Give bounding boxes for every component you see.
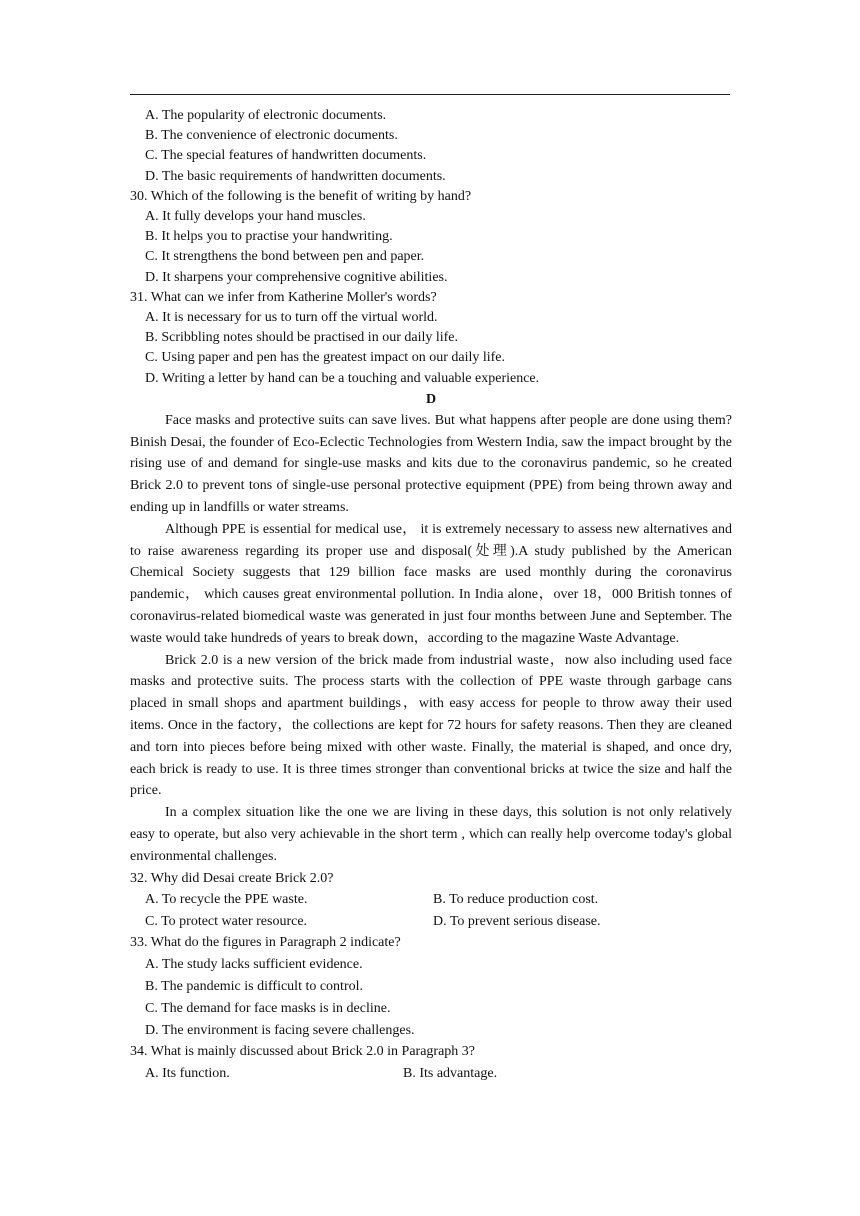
option-32-d: D. To prevent serious disease. — [433, 913, 601, 929]
question-31-stem: 31. What can we infer from Katherine Moller's words? — [130, 289, 437, 305]
option-32-a: A. To recycle the PPE waste. — [145, 892, 308, 908]
question-29-options — [130, 106, 732, 187]
option-32-b: B. To reduce production cost. — [433, 892, 599, 908]
question-34 — [130, 1041, 732, 1084]
option-30-d: D. It sharpens your comprehensive cognitive abilities. — [145, 269, 448, 285]
question-33 — [130, 932, 732, 1041]
question-32 — [130, 868, 732, 933]
question-30-stem: 30. Which of the following is the benefit of writing by hand? — [130, 188, 472, 204]
option-34-b: B. Its advantage. — [403, 1066, 498, 1082]
question-30 — [130, 187, 732, 288]
option-32-c: C. To protect water resource. — [145, 913, 308, 929]
option-31-a: A. It is necessary for us to turn off the virtual world. — [145, 310, 438, 326]
option-29-b: B. The convenience of electronic documents. — [145, 128, 398, 144]
option-33-b: B. The pandemic is difficult to control. — [145, 978, 363, 994]
header-rule — [130, 94, 730, 95]
question-31 — [130, 288, 732, 389]
option-29-a: A. The popularity of electronic documents. — [145, 108, 387, 123]
page-content — [130, 106, 732, 1085]
option-33-d: D. The environment is facing severe challenges. — [145, 1022, 415, 1038]
passage-paragraph-2: Although PPE is essential for medical use， it is extremely necessary to assess new alternatives and to raise awareness regarding its proper use and disposal(处理).A study published by the American Chemical Society suggests that 129 billion face masks are used monthly during the coronavirus pandemic， which causes great environmental pollution. In India alone，over 18，000 British tonnes of coronavirus-related biomedical waste was generated in just four months between June and September. The waste would take hundreds of years to break down，according to the magazine Waste Advantage. — [130, 521, 732, 646]
options-row-32-ab — [130, 889, 732, 911]
options-row-32-cd — [130, 911, 732, 933]
option-30-b: B. It helps you to practise your handwriting. — [145, 229, 393, 245]
question-32-stem: 32. Why did Desai create Brick 2.0? — [130, 870, 334, 886]
section-heading-d: D — [425, 391, 437, 407]
option-31-b: B. Scribbling notes should be practised in our daily life. — [145, 330, 459, 346]
option-34-a: A. Its function. — [145, 1066, 230, 1082]
passage-paragraph-4: In a complex situation like the one we are living in these days, this solution is not only relatively easy to operate, but also very achievable in the short term , which can really help overcome today's global environmental challenges. — [130, 805, 732, 864]
option-30-a: A. It fully develops your hand muscles. — [145, 209, 366, 225]
options-row-34-ab — [130, 1063, 732, 1085]
question-34-stem: 34. What is mainly discussed about Brick 2.0 in Paragraph 3? — [130, 1044, 476, 1060]
passage-paragraph-3: Brick 2.0 is a new version of the brick made from industrial waste，now also including used face masks and protective suits. The process starts with the collection of PPE waste through garbage cans placed in small shops and apartment buildings，with easy access for people to throw away their used items. Once in the factory，the collections are kept for 72 hours for safety reasons. Then they are cleaned and torn into pieces before being mixed with other waste. Finally, the material is shaped, and once dry, each brick is ready to use. It is three times stronger than conventional bricks at twice the size and half the price. — [130, 652, 732, 799]
option-30-c: C. It strengthens the bond between pen and paper. — [145, 249, 425, 265]
question-33-stem: 33. What do the figures in Paragraph 2 indicate? — [130, 935, 401, 951]
option-29-c: C. The special features of handwritten documents. — [145, 148, 427, 164]
option-29-d: D. The basic requirements of handwritten documents. — [145, 168, 446, 184]
passage-paragraph-1: Face masks and protective suits can save lives. But what happens after people are done using them? Binish Desai, the founder of Eco-Eclectic Technologies from Western India, saw the impact brought by the rising use of and demand for single-use masks and kits due to the coronavirus pandemic, so he created Brick 2.0 to prevent tons of single-use personal protective equipment (PPE) from being thrown away and ending up in landfills or water streams. — [130, 412, 732, 516]
passage-d — [130, 410, 732, 868]
option-31-c: C. Using paper and pen has the greatest impact on our daily life. — [145, 350, 506, 366]
option-33-c: C. The demand for face masks is in decline. — [145, 1000, 391, 1016]
option-33-a: A. The study lacks sufficient evidence. — [145, 957, 363, 973]
option-31-d: D. Writing a letter by hand can be a touching and valuable experience. — [145, 370, 540, 386]
